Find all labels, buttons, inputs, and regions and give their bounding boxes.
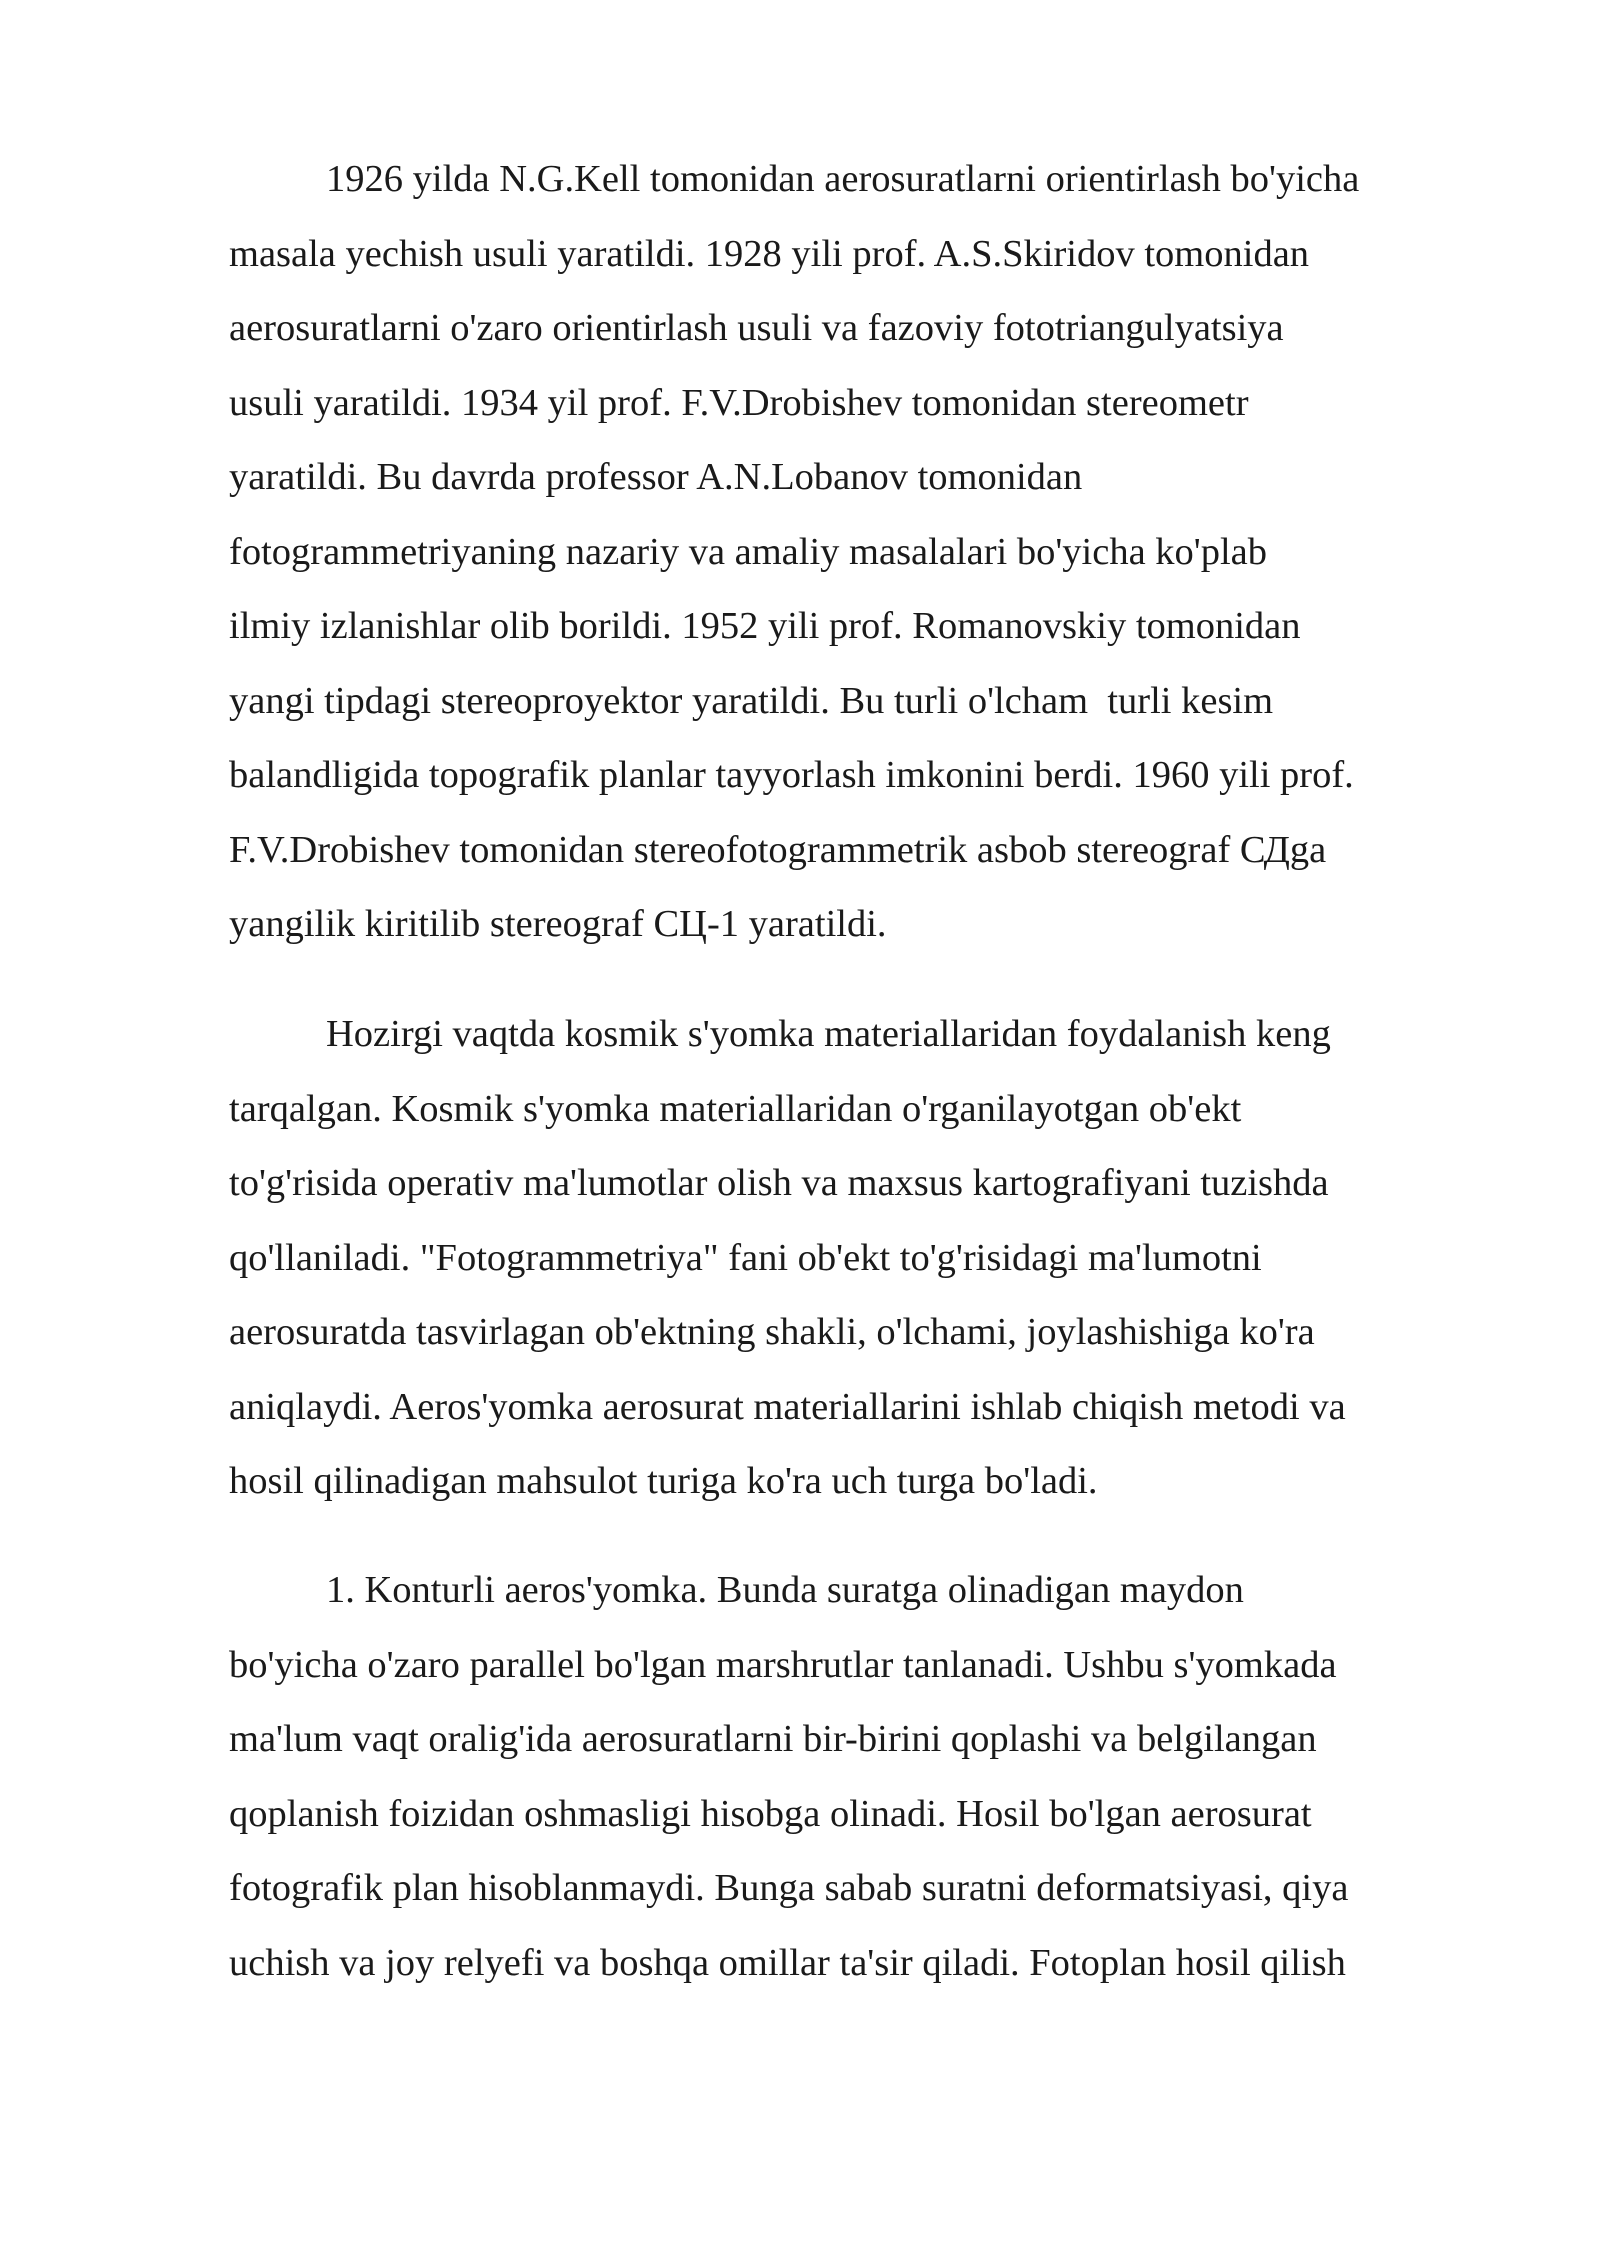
paragraph-line: qoplanish foizidan oshmasligi hisobga olinadi. Hosil bo'lgan aerosurat	[229, 1792, 1312, 1835]
paragraph-line: masala yechish usuli yaratildi. 1928 yili prof. A.S.Skiridov tomonidan	[229, 232, 1310, 275]
paragraph-history	[229, 142, 1509, 962]
paragraph-line: yaratildi. Bu davrda professor A.N.Lobanov tomonidan	[229, 456, 1083, 498]
paragraph-line: yangi tipdagi stereoproyektor yaratildi. Bu turli o'lcham turli kesim	[229, 679, 1274, 722]
paragraph-line: balandligida topografik planlar tayyorlash imkonini berdi. 1960 yili prof.	[229, 754, 1354, 796]
paragraph-space-imagery	[229, 997, 1509, 1519]
paragraph-line: uchish va joy relyefi va boshqa omillar ta'sir qiladi. Fotoplan hosil qilish	[229, 1941, 1346, 1984]
paragraph-line: bo'yicha o'zaro parallel bo'lgan marshrutlar tanlanadi. Ushbu s'yomkada	[229, 1643, 1337, 1686]
paragraph-line: tarqalgan. Kosmik s'yomka materiallaridan o'rganilayotgan ob'ekt	[229, 1087, 1242, 1130]
paragraph-line: fotogrammetriyaning nazariy va amaliy masalalari bo'yicha ko'plab	[229, 530, 1268, 573]
paragraph-line: Hozirgi vaqtda kosmik s'yomka materiallaridan foydalanish keng	[326, 1013, 1331, 1055]
paragraph-line: yangilik kiritilib stereograf СЦ-1 yaratildi.	[229, 903, 887, 945]
paragraph-line: hosil qilinadigan mahsulot turiga ko'ra uch turga bo'ladi.	[229, 1460, 1098, 1502]
paragraph-line: F.V.Drobishev tomonidan stereofotogrammetrik asbob stereograf СДga	[229, 828, 1327, 871]
paragraph-line: aerosuratda tasvirlagan ob'ektning shakli, o'lchami, joylashishiga ko'ra	[229, 1311, 1315, 1353]
paragraph-line: to'g'risida operativ ma'lumotlar olish va maxsus kartografiyani tuzishda	[229, 1162, 1329, 1204]
paragraph-line: fotografik plan hisoblanmaydi. Bunga sabab suratni deformatsiyasi, qiya	[229, 1867, 1349, 1909]
paragraph-line: aniqlaydi. Aeros'yomka aerosurat materiallarini ishlab chiqish metodi va	[229, 1385, 1346, 1428]
paragraph-line: usuli yaratildi. 1934 yil prof. F.V.Drobishev tomonidan stereometr	[229, 381, 1249, 424]
paragraph-line: ma'lum vaqt oralig'ida aerosuratlarni bir-birini qoplashi va belgilangan	[229, 1718, 1317, 1760]
paragraph-line: 1926 yilda N.G.Kell tomonidan aerosuratlarni orientirlash bo'yicha	[326, 158, 1360, 200]
paragraph-line: ilmiy izlanishlar olib borildi. 1952 yili prof. Romanovskiy tomonidan	[229, 605, 1301, 647]
paragraph-line: qo'llaniladi. "Fotogrammetriya" fani ob'ekt to'g'risidagi ma'lumotni	[229, 1236, 1262, 1279]
paragraph-line: 1. Konturli aeros'yomka. Bunda suratga olinadigan maydon	[326, 1569, 1244, 1611]
paragraph-line: aerosuratlarni o'zaro orientirlash usuli va fazoviy fototriangulyatsiya	[229, 307, 1284, 349]
paragraph-contour-survey	[229, 1553, 1509, 2000]
